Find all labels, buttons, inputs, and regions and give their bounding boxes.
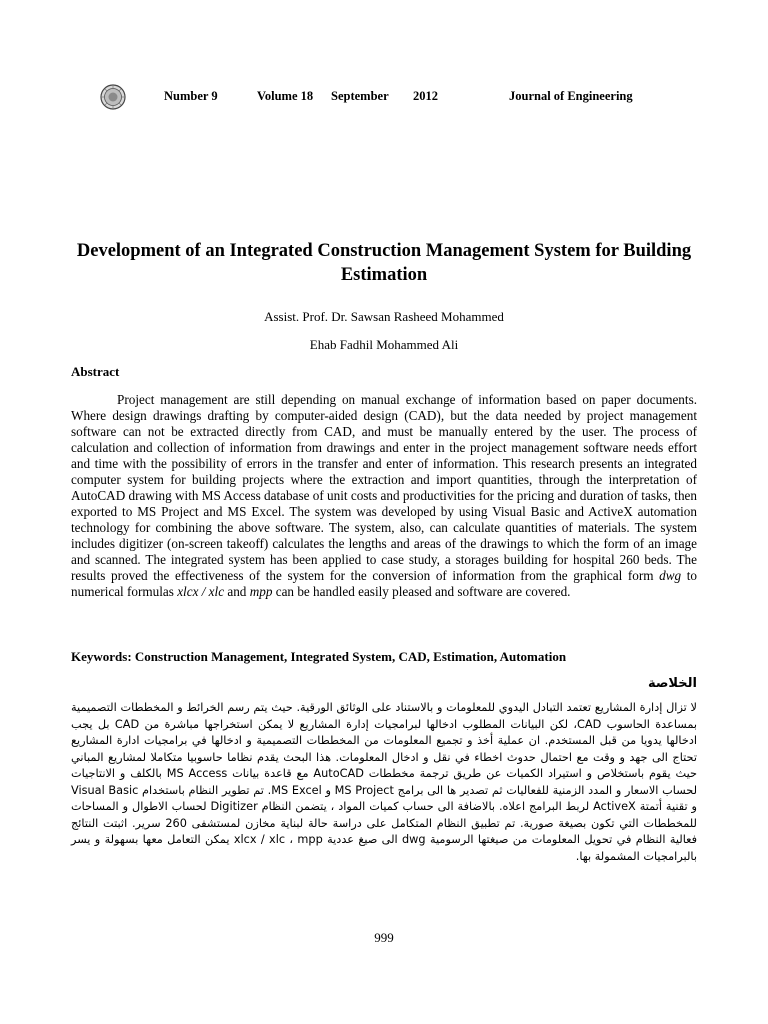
abstract-text: and [224, 584, 250, 599]
abstract-body [71, 392, 697, 600]
issue-year: 2012 [413, 89, 438, 103]
volume-number: Volume 18 [257, 89, 314, 103]
author-name: Ehab Fadhil Mohammed Ali [309, 337, 459, 352]
author-name: Assist. Prof. Dr. Sawsan Rasheed Mohammed [264, 309, 504, 324]
abstract-text: to numerical formulas [71, 568, 697, 599]
issue-month: September [331, 89, 389, 103]
abstract-text: Project management are still depending on manual exchange of information based on paper documents. Where design drawings drafting by computer-aided design (CAD), but the data needed by project management software can not be extracted directly from CAD, and must be manually entered by the user. The process of calculation and collection of information from drawings and enter in the project management software needs effort and time with the possibility of errors in the transfer and enter of information. This research presents an integrated computer system for building projects where the extraction and import quantities, through the interpretation of AutoCAD drawing with MS Access database of unit costs and productivities for the pricing and duration of tasks, then exported to MS Project and MS Excel. The system was developed by using Visual Basic and ActiveX automation technology for combining the above software. The system, also, can calculate quantities of materials. The system includes digitizer (on-screen takeoff) calculates the lengths and areas of the drawings to which the form of an image and scanned. The integrated system has been applied to case study, a storages building for hospital 260 beds. The results proved the effectiveness of the system for the conversion of information from the graphical form [71, 392, 697, 583]
university-seal-icon [100, 84, 126, 110]
abstract-heading: Abstract [71, 364, 120, 379]
format-term-dwg: dwg [659, 568, 682, 583]
arabic-abstract-heading: الخلاصة [647, 676, 697, 691]
format-term-mpp: mpp [249, 584, 273, 599]
arabic-abstract-body: لا تزال إدارة المشاريع تعتمد التبادل اليدوي للمعلومات و بالاستناد على الوثائق الورقية. حيث يتم رسم الخرائط و المخططات التصميمية بمساعدة الحاسوب CAD، لكن البيانات المطلوب ادخالها لبرامجيات إدارة المشاريع لا يمكن استخراجها مباشرة من CAD بل يجب ادخالها يدويا من قبل المستخدم. ان عملية أخذ و تجميع المعلومات من المخططات التصميمية و ادخالها في برامجيات ادارة المشاريع تحتاج الى جهد و وقت مع احتمال حدوث اخطاء في نقل و ادخال المعلومات. هذا البحث يقدم نظاما حاسوبيا متكاملا لمشاريع المباني حيث يقوم باستخلاص و استيراد الكميات عن طريق ترجمة مخططات AutoCAD مع قاعدة بيانات MS Access بالكلف و الانتاجيات لحساب الاسعار و المدد الزمنية للفعاليات ثم تصدير ها الى برامج MS Project و MS Excel. تم تطوير النظام باستخدام Visual Basic و تقنية أتمتة ActiveX لربط البرامج اعلاه. بالاضافة الى حساب كميات المواد ، يتضمن النظام Digitizer لحساب الاطوال و المساحات للمخططات التي تكون بصيغة صورية. تم تطبيق النظام المتكامل على دراسة حالة لبناية مخازن لمستشفى 260 سرير. اثبتت النتائج فعالية النظام في تحويل المعلومات من صيغتها الرسومية dwg الى صيغ عددية xlcx / xlc ، mpp يمكن التعامل معها بسهولة و يسر بالبرامجيات المشمولة بها. [71, 701, 698, 863]
issue-number: Number 9 [164, 89, 218, 103]
page-number: 999 [374, 930, 394, 945]
abstract-text: can be handled easily pleased and software are covered. [272, 584, 571, 599]
format-term-xlcx: xlcx / xlc [177, 584, 225, 599]
journal-name: Journal of Engineering [509, 89, 633, 103]
keywords-line: Keywords: Construction Management, Integrated System, CAD, Estimation, Automation [71, 649, 567, 664]
paper-title: Development of an Integrated Construction Management System for Building Estimation [76, 241, 692, 285]
journal-header [100, 84, 680, 112]
